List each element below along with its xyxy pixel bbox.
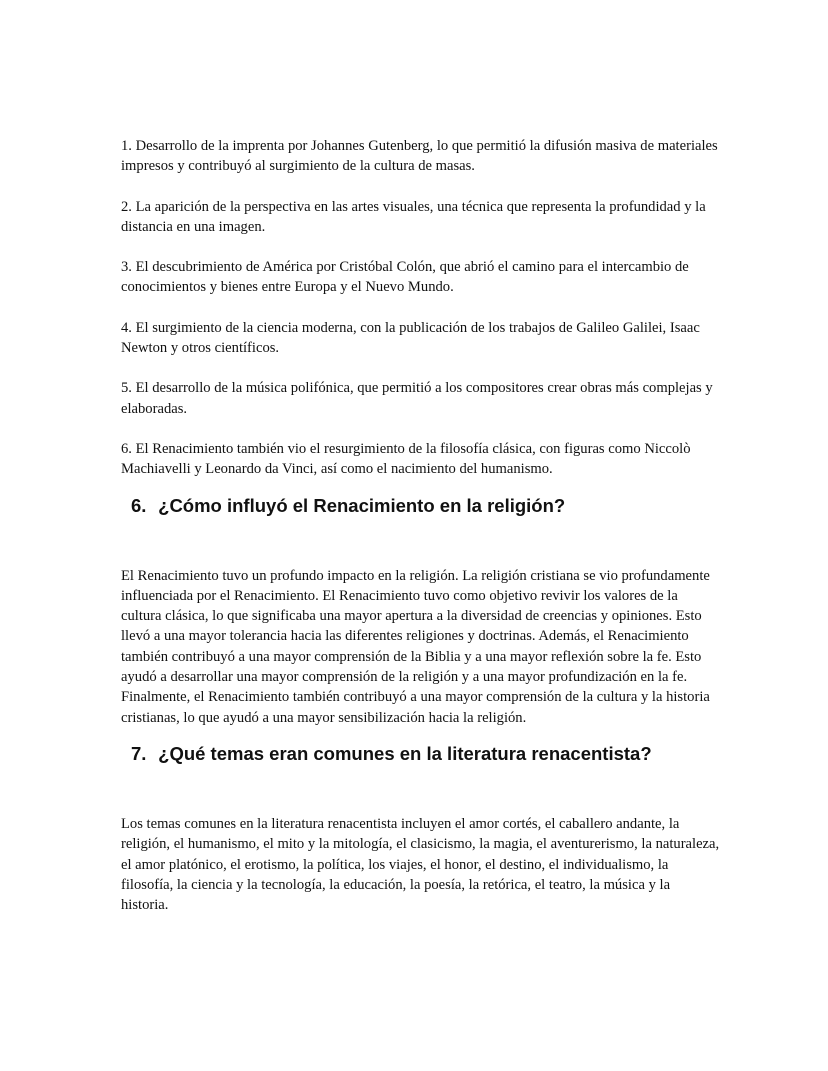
section-title: ¿Qué temas eran comunes en la literatura renacentista? [158,742,652,764]
section-number: 6. [131,494,147,516]
list-item: 6. El Renacimiento también vio el resurgimiento de la filosofía clásica, con figuras como Niccolò Machiavelli y Leonardo da Vinci, así como el nacimiento del humanismo. [121,440,691,478]
section-body-religion: El Renacimiento tuvo un profundo impacto en la religión. La religión cristiana se vio profundamente influenciada por el Renacimiento. El Renacimiento tuvo como objetivo revivir los valores de la cultura clásica, lo que significaba una mayor apertura a la diversidad de creencias y opiniones. Esto llevó a una mayor tolerancia hacia las diferentes religiones y doctrinas. Además, el Renacimiento también contribuyó a una mayor comprensión de la Biblia y a una mayor reflexión sobre la fe. Esto ayudó a desarrollar una mayor comprensión de la religión y a una mayor profundización en la fe. Finalmente, el Renacimiento también contribuyó a una mayor comprensión de la cultura y la historia cristianas, lo que ayudó a una mayor sensibilización hacia la religión. [121,567,710,726]
list-item: 3. El descubrimiento de América por Cristóbal Colón, que abrió el camino para el intercambio de conocimientos y bienes entre Europa y el Nuevo Mundo. [121,259,689,296]
list-item: 5. El desarrollo de la música polifónica, que permitió a los compositores crear obras más complejas y elaboradas. [121,380,713,417]
section-heading-literature [131,742,721,766]
list-item: 4. El surgimiento de la ciencia moderna, con la publicación de los trabajos de Galileo Galilei, Isaac Newton y otros científicos. [121,319,700,357]
section-title: ¿Cómo influyó el Renacimiento en la religión? [158,494,566,516]
section-number: 7. [131,742,147,764]
section-body-literature: Los temas comunes en la literatura renacentista incluyen el amor cortés, el caballero andante, la religión, el humanismo, el mito y la mitología, el clasicismo, la magia, el aventurerismo, la naturaleza, el amor platónico, el erotismo, la política, los viajes, el honor, el destino, el individualismo, la filosofía, la ciencia y la tecnología, la educación, la poesía, la retórica, el teatro, la música y la historia. [121,815,720,914]
list-item: 2. La aparición de la perspectiva en las artes visuales, una técnica que representa la profundidad y la distancia en una imagen. [121,198,706,235]
document-content [121,136,721,915]
section-heading-religion [131,494,721,518]
list-item: 1. Desarrollo de la imprenta por Johannes Gutenberg, lo que permitió la difusión masiva de materiales impresos y contribuyó al surgimiento de la cultura de masas. [121,138,718,175]
